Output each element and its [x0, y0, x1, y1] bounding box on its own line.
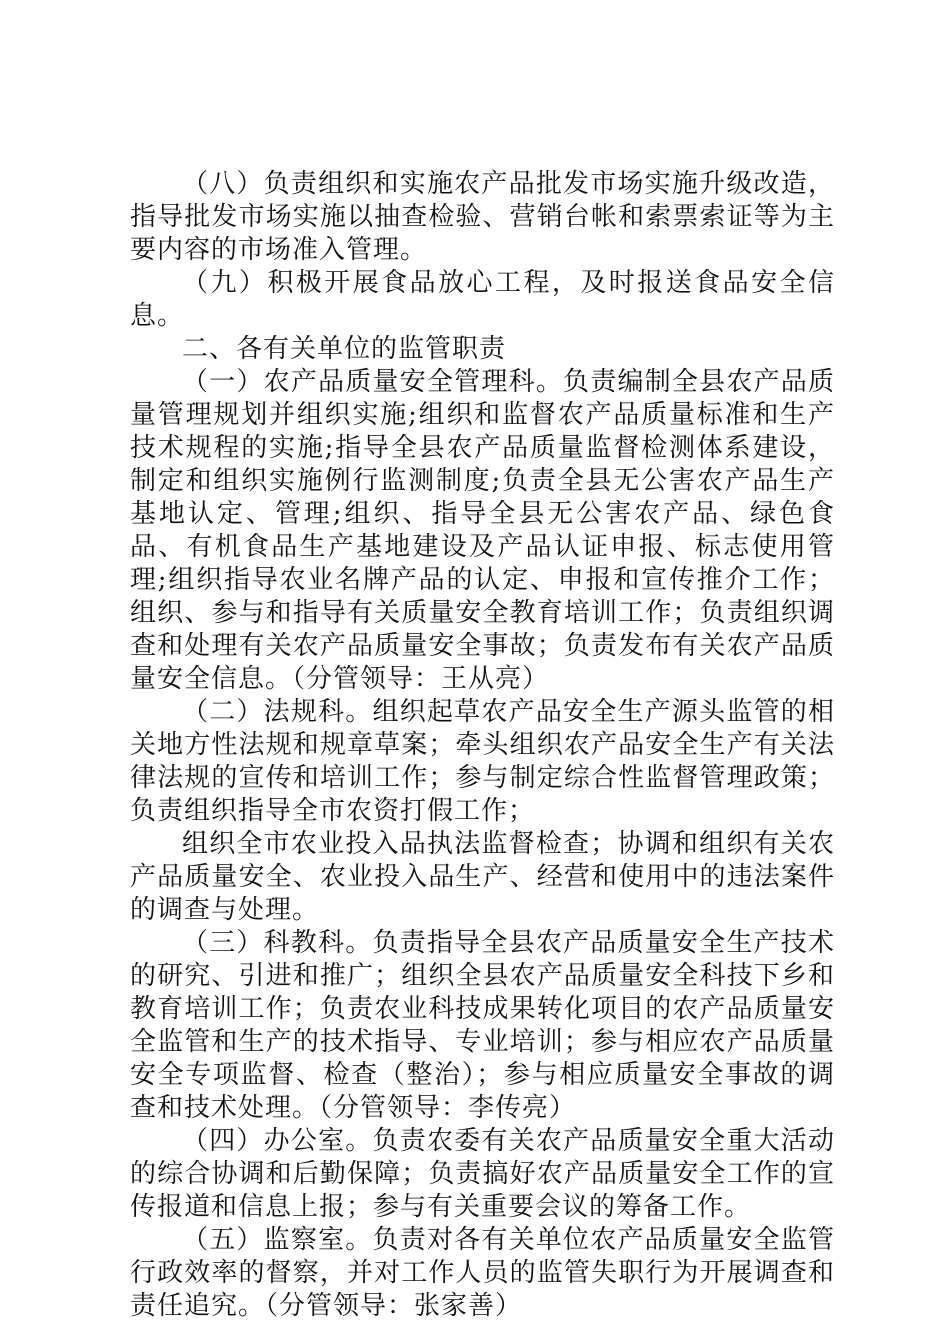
- paragraph-8-wholesale-market: （八）负责组织和实施农产品批发市场实施升级改造，指导批发市场实施以抽查检验、营销台帐和索票索证等为主要内容的市场准入管理。: [130, 169, 835, 265]
- paragraph-1-quality-management: （一）农产品质量安全管理科。负责编制全县农产品质量管理规划并组织实施;组织和监督农产品质量标准和生产技术规程的实施;指导全县农产品质量监督检测体系建设，制定和组织实施例行监测制度;负责全县无公害农产品生产基地认定、管理;组织、指导全县无公害农产品、绿色食品、有机食品生产基地建设及产品认证申报、标志使用管理;组织指导农业名牌产品的认定、申报和宣传推介工作；组织、参与和指导有关质量安全教育培训工作；负责组织调查和处理有关农产品质量安全事故；负责发布有关农产品质量安全信息。（分管领导：王从亮）: [130, 367, 835, 694]
- paragraph-2-regulations: （二）法规科。组织起草农产品安全生产源头监管的相关地方性法规和规章草案；牵头组织农产品安全生产有关法律法规的宣传和培训工作；参与制定综合性监督管理政策；负责组织指导全市农资打假工作；: [130, 697, 835, 826]
- section-heading-duties: 二、各有关单位的监管职责: [182, 334, 507, 364]
- document-page: [130, 168, 835, 1323]
- paragraph-4-office: （四）办公室。负责农委有关农产品质量安全重大活动的综合协调和后勤保障；负责搞好农产品质量安全工作的宣传报道和信息上报；参与有关重要会议的筹备工作。: [130, 1126, 835, 1222]
- paragraph-5-supervision: （五）监察室。负责对各有关单位农产品质量安全监管行政效率的督察，并对工作人员的监管失职行为开展调查和责任追究。（分管领导：张家善）: [130, 1225, 835, 1321]
- paragraph-2-continued: 组织全市农业投入品执法监督检查；协调和组织有关农产品质量安全、农业投入品生产、经营和使用中的违法案件的调查与处理。: [130, 829, 835, 925]
- paragraph-9-food-safety: （九）积极开展食品放心工程，及时报送食品安全信息。: [130, 268, 835, 331]
- paragraph-3-science-education: （三）科教科。负责指导全县农产品质量安全生产技术的研究、引进和推广；组织全县农产品质量安全科技下乡和教育培训工作；负责农业科技成果转化项目的农产品质量安全监管和生产的技术指导、专业培训；参与相应农产品质量安全专项监督、检查（整治）；参与相应质量安全事故的调查和技术处理。（分管领导：李传亮）: [130, 928, 835, 1123]
